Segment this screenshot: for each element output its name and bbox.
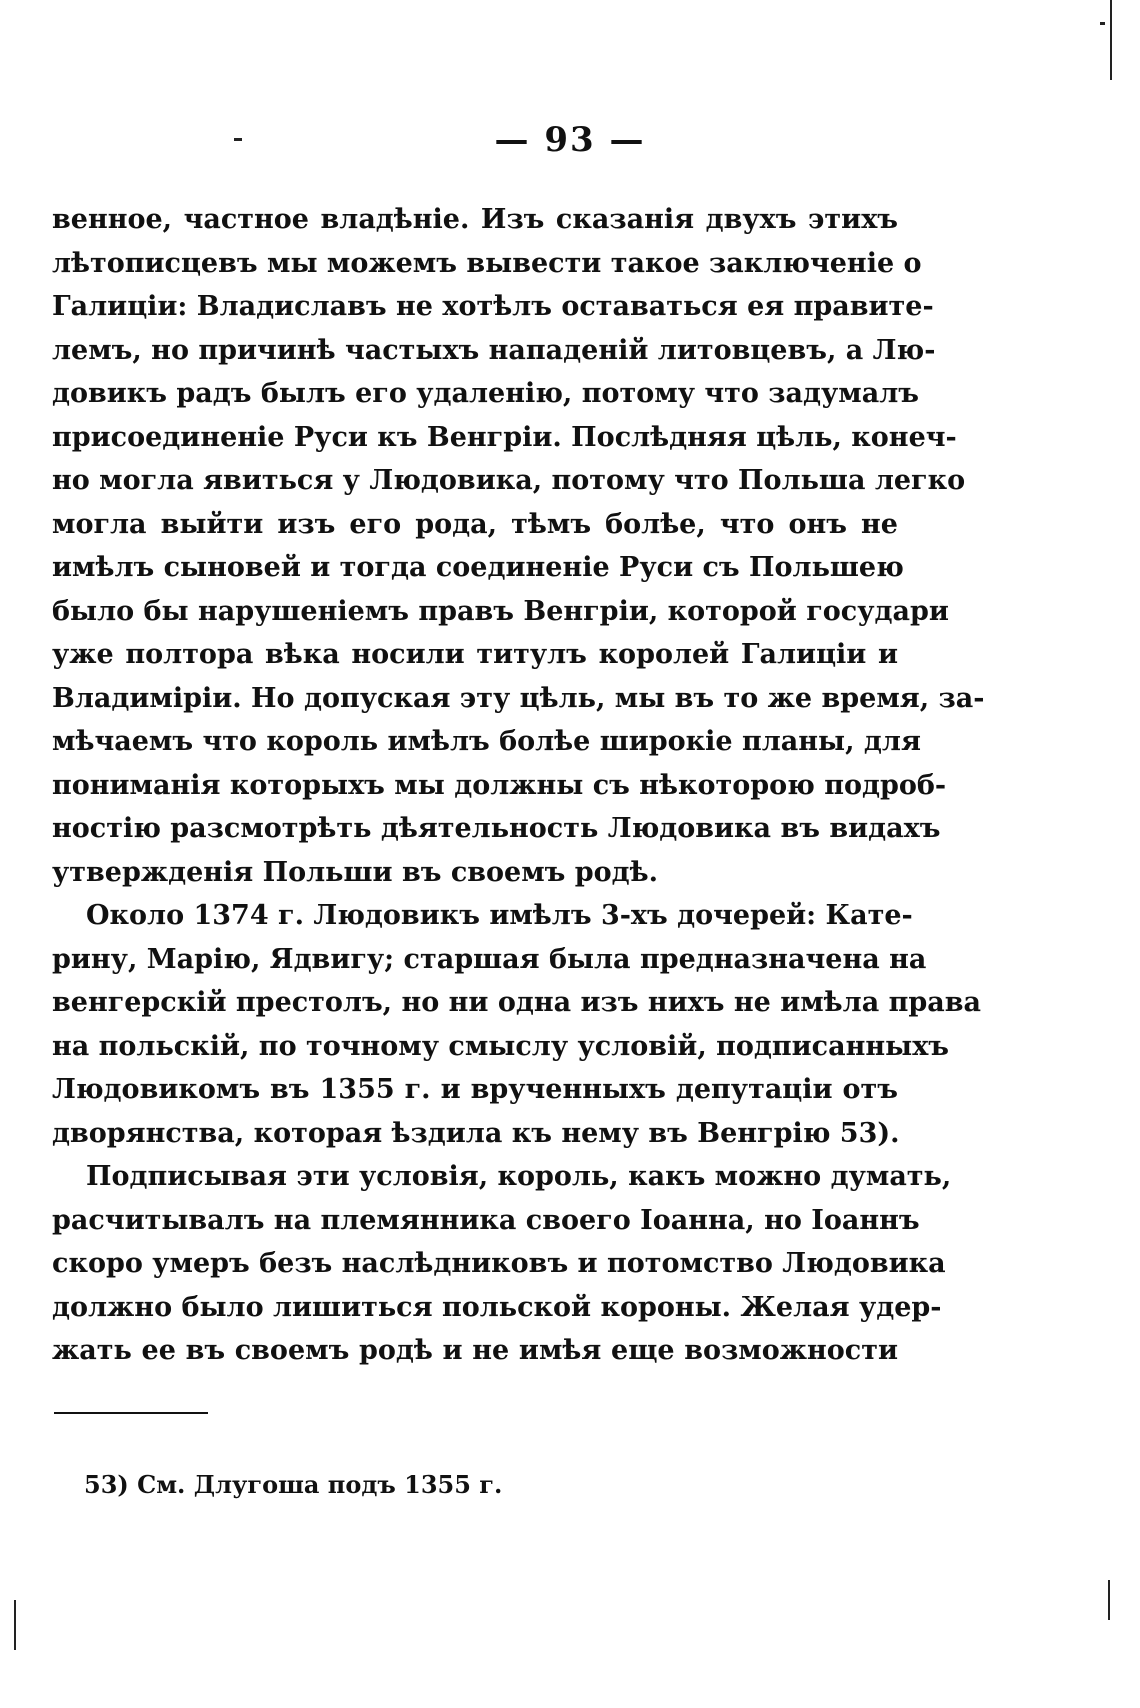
footnote-divider	[54, 1412, 208, 1414]
text-line: присоединеніе Руси къ Венгріи. Послѣдняя цѣль, конеч-	[52, 421, 957, 453]
text-line: на польскій, по точному смыслу условій, подписанныхъ	[52, 1030, 950, 1062]
paragraph-last-line: утвержденія Польши въ своемъ родѣ.	[52, 856, 659, 888]
paragraph-last-line: дворянства, которая ѣздила къ нему въ Венгрію 53).	[52, 1117, 900, 1149]
text-line: жать ее въ своемъ родѣ и не имѣя еще возможности	[52, 1335, 898, 1366]
text-line: должно было лишиться польской короны. Желая удер-	[52, 1291, 942, 1323]
text-line: имѣлъ сыновей и тогда соединеніе Руси съ Польшею	[52, 552, 904, 583]
paragraph-first-line: Подписывая эти условія, король, какъ можно думать,	[86, 1161, 952, 1192]
text-line: лемъ, но причинѣ частыхъ нападеній литовцевъ, а Лю-	[52, 334, 936, 366]
paragraph-first-line: Около 1374 г. Людовикъ имѣлъ 3-хъ дочерей: Кате-	[86, 900, 913, 931]
page-number: — 93 —	[494, 120, 646, 160]
scan-speck	[234, 138, 242, 141]
text-line: могла выйти изъ его рода, тѣмъ болѣе, что онъ не	[52, 508, 898, 540]
text-line: рину, Марію, Ядвигу; старшая была предназначена на	[52, 943, 927, 975]
text-line: Владиміріи. Но допуская эту цѣль, мы въ то же время, за-	[52, 682, 985, 714]
main-text	[52, 198, 985, 1373]
text-line: венное, частное владѣніе. Изъ сказанія двухъ этихъ	[52, 204, 898, 235]
scan-edge-mark	[14, 1600, 16, 1650]
text-line: Людовикомъ въ 1355 г. и врученныхъ депутаціи отъ	[52, 1074, 898, 1105]
scan-edge-mark	[1110, 0, 1112, 80]
text-line: пониманія которыхъ мы должны съ нѣкоторою подроб-	[52, 769, 947, 801]
text-line: ностію разсмотрѣть дѣятельность Людовика въ видахъ	[52, 813, 941, 844]
text-line: мѣчаемъ что король имѣлъ болѣе широкіе планы, для	[52, 726, 921, 757]
text-line: довикъ радъ былъ его удаленію, потому что задумалъ	[52, 378, 919, 409]
scan-speck	[1100, 22, 1105, 25]
text-line: лѣтописцевъ мы можемъ вывести такое заключеніе о	[52, 247, 922, 279]
text-line: было бы нарушеніемъ правъ Венгріи, которой государи	[52, 595, 949, 627]
scan-edge-mark	[1108, 1580, 1110, 1620]
text-line: Галиціи: Владиславъ не хотѣлъ оставаться ея правите-	[52, 291, 934, 322]
text-line: но могла явиться у Людовика, потому что Польша легко	[52, 465, 966, 496]
text-line: венгерскій престолъ, но ни одна изъ нихъ не имѣла права	[52, 987, 981, 1018]
text-line: расчитывалъ на племянника своего Іоанна, но Іоаннъ	[52, 1204, 920, 1236]
text-line: скоро умеръ безъ наслѣдниковъ и потомство Людовика	[52, 1248, 946, 1279]
text-line: уже полтора вѣка носили титулъ королей Галиціи и	[52, 639, 898, 670]
footnote: 53) См. Длугоша подъ 1355 г.	[84, 1470, 503, 1499]
